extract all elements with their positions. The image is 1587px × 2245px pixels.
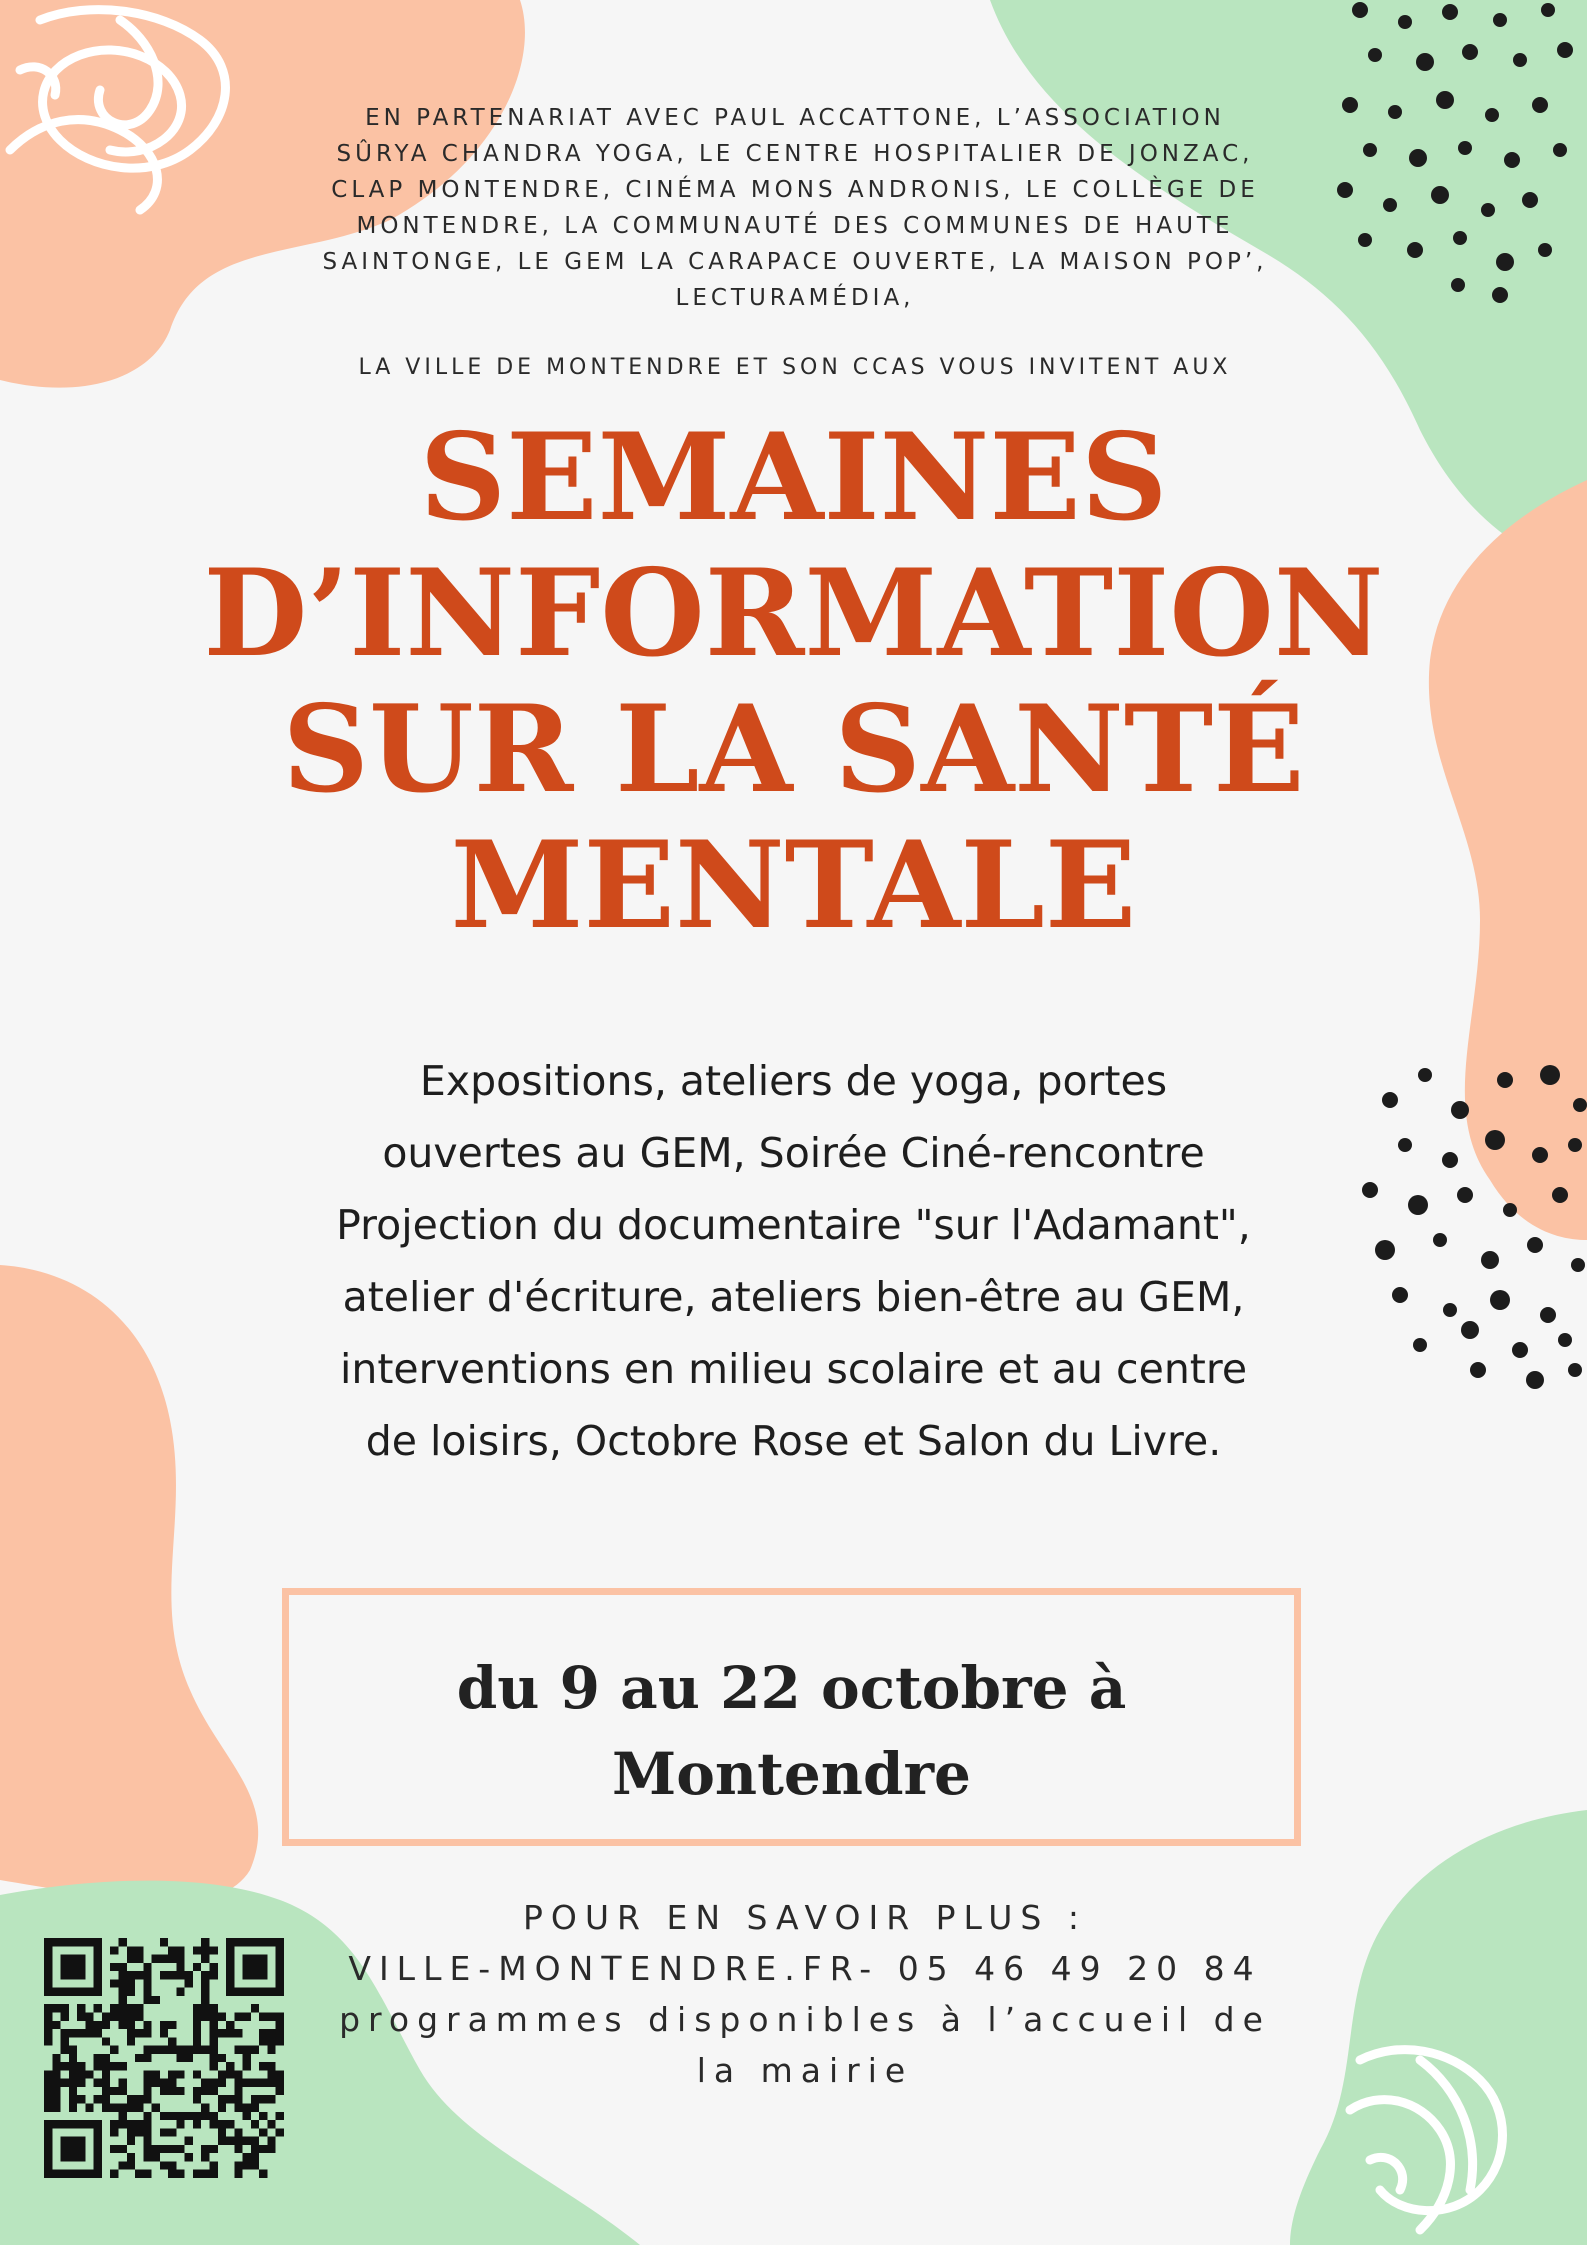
partners-line: CLAP MONTENDRE, CINÉMA MONS ANDRONIS, LE COLLÈGE DE	[331, 177, 1259, 203]
info-line: la mairie	[696, 2051, 914, 2090]
activities-description	[250, 1045, 1337, 1477]
partners-line: SAINTONGE, LE GEM LA CARAPACE OUVERTE, LA MAISON POP’,	[322, 249, 1268, 275]
info-line: programmes disponibles à l’accueil de	[339, 2000, 1271, 2039]
qr-code-icon[interactable]	[44, 1938, 284, 2178]
partners-text	[290, 100, 1300, 316]
title-line: SEMAINES	[419, 407, 1168, 548]
event-dates	[289, 1645, 1294, 1817]
invitation-line: LA VILLE DE MONTENDRE ET SON CCAS VOUS INVITENT AUX	[358, 355, 1232, 380]
activities-line: ouvertes au GEM, Soirée Ciné-rencontre	[382, 1129, 1205, 1177]
partners-line: SÛRYA CHANDRA YOGA, LE CENTRE HOSPITALIER DE JONZAC,	[336, 141, 1254, 167]
green-blob-bottom-right	[1290, 1810, 1587, 2245]
info-line: POUR EN SAVOIR PLUS :	[523, 1898, 1087, 1937]
website-phone-line[interactable]: VILLE-MONTENDRE.FR- 05 46 49 20 84	[348, 1949, 1262, 1988]
peach-blob-left	[0, 1265, 258, 1901]
activities-line: Expositions, ateliers de yoga, portes	[419, 1057, 1168, 1105]
title-line: D’INFORMATION	[203, 543, 1384, 684]
partners-line: EN PARTENARIAT AVEC PAUL ACCATTONE, L’ASSOCIATION	[365, 105, 1225, 131]
poster-title	[100, 407, 1487, 956]
partners-line: MONTENDRE, LA COMMUNAUTÉ DES COMMUNES DE HAUTE	[356, 213, 1234, 239]
location-line: Montendre	[612, 1740, 971, 1808]
more-info	[330, 1892, 1280, 2096]
date-box	[282, 1588, 1301, 1846]
activities-line: de loisirs, Octobre Rose et Salon du Livre.	[365, 1417, 1222, 1465]
dates-line: du 9 au 22 octobre à	[456, 1654, 1127, 1722]
activities-line: atelier d'écriture, ateliers bien-être au GEM,	[342, 1273, 1245, 1321]
title-line: SUR LA SANTÉ	[282, 679, 1305, 820]
activities-line: interventions en milieu scolaire et au centre	[339, 1345, 1248, 1393]
title-line: MENTALE	[450, 815, 1137, 956]
activities-line: Projection du documentaire "sur l'Adamant",	[336, 1201, 1251, 1249]
partners-line: LECTURAMÉDIA,	[675, 285, 915, 311]
